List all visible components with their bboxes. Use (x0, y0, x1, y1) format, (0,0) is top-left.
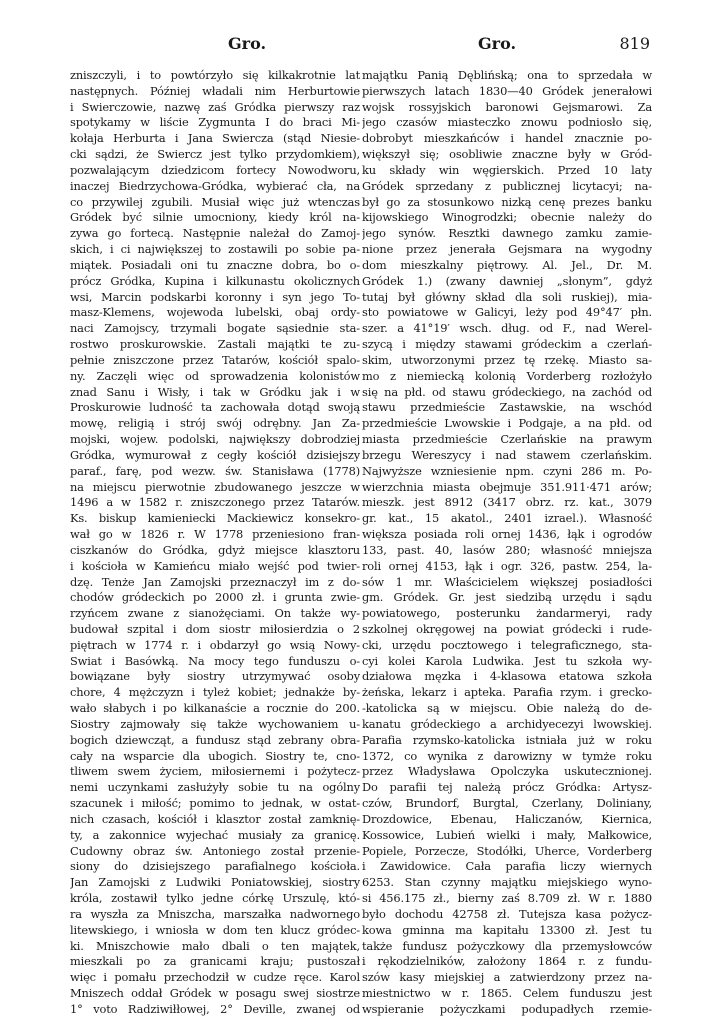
text-line: sów 1 mr. Właścicielem większej posiadłości (362, 574, 652, 589)
text-line: Parafia rzymsko-katolicka istniała już w roku (362, 732, 652, 747)
text-line: szacunek i miłość; pomimo to jednak, w ostat- (70, 796, 360, 811)
text-line: 1° voto Radziwiłłowej, 2° Deville, zwanej od (70, 1001, 360, 1016)
text-line: Drozdowice, Ebenau, Haliczanów, Kiernica, (362, 811, 652, 826)
text-line: i Zawidowice. Cała parafia liczy wiernych (362, 859, 652, 874)
text-line: Gródka, wymurował z cegły kościół dzisiejszy (70, 447, 360, 462)
text-line: dom mieszkalny piętrowy. Al. Jel., Dr. M. (362, 257, 652, 272)
text-line: działowa męzka i 4-klasowa etatowa szkoła (362, 669, 652, 684)
text-line: chore, 4 mężczyzn i tyleż kobiet; jednakże by- (70, 685, 360, 700)
text-line: piętrach w 1774 r. i obdarzył go wsią Nowy- (70, 637, 360, 652)
text-line: zniszczyli, i to powtórzyło się kilkakrotnie lat (70, 68, 360, 82)
text-line: przedmieście Lwowskie i Podgaje, a na płd. od (362, 416, 652, 431)
text-line: jego czasów miasteczko znowu podniosło się, (362, 115, 652, 130)
text-line: Cudowny obraz św. Antoniego został przenie- (70, 843, 360, 858)
text-line: i rękodzielników, założony 1864 r. z fundu- (362, 954, 652, 969)
text-line: rzyńcem zwane z sianożęciami. On także wy- (70, 606, 360, 621)
text-line: się na płd. od stawu gródeckiego, na zachód od (362, 384, 652, 399)
text-line: Do parafii tej należą prócz Gródka: Artysz- (362, 780, 652, 795)
text-line: był go za stosunkowo nizką cenę prezes banku (362, 194, 652, 209)
text-line: 1496 a w 1582 r. zniszczonego przez Tatarów. (70, 495, 360, 510)
text-line: wspieranie pożyczkami podupadłych rzemie- (362, 1001, 652, 1016)
text-line: wojsk rossyjskich baronowi Gejsmarowi. Za (362, 99, 652, 114)
text-line: przez Władysława Opolczyka uskutecznionej. (362, 764, 652, 779)
text-line: Popiele, Porzecze, Stodółki, Uherce, Vorderberg (362, 843, 652, 858)
text-line: kanatu gródeckiego a archidyecezyi lwowskiej. (362, 716, 652, 731)
text-line: brzegu Wereszycy i nad stawem czerlańskim. (362, 447, 652, 462)
text-line: było dochodu 42758 zł. Tutejsza kasa pożycz- (362, 906, 652, 921)
text-line: Jan Zamojski z Ludwiki Poniatowskiej, siostry (70, 875, 360, 890)
text-line: Proskurowie ludność ta zachowała dotąd swoją (70, 400, 360, 415)
text-line: na miejscu pierwotnie zbudowanego jeszcze w (70, 479, 360, 494)
text-line: Najwyższe wzniesienie npm. czyni 286 m. Po- (362, 463, 652, 478)
text-line: szycą i między stawami gródeckim a czerlań- (362, 337, 652, 352)
header-right-title: Gro. (478, 34, 517, 53)
text-line: tliwem swem życiem, miłosiernemi i pożytecz- (70, 764, 360, 779)
text-line: znad Sanu i Wisły, i tak w Gródku jak i w (70, 384, 360, 399)
text-line: miasta przedmieście Czerlańskie na prawym (362, 432, 652, 447)
text-line: cyi kolei Karola Ludwika. Jest tu szkoła wy- (362, 653, 652, 668)
text-line: cki sądzi, że Swiercz jest tylko przydomkiem), (70, 147, 360, 162)
text-line: wał go w 1826 r. W 1778 przeniesiono fran- (70, 527, 360, 542)
text-line: ciszkanów do Gródka, gdyż miejsce klasztoru (70, 542, 360, 557)
text-line: pierwszych latach 1830—40 Gródek jenerałowi (362, 83, 652, 98)
text-line: mieszk. jest 8912 (3417 obrz. rz. kat., 3079 (362, 495, 652, 510)
text-line: króla, zostawił tylko jedne córkę Urszulę, któ- (70, 891, 360, 906)
text-line: gm. Gródek. Gr. jest siedzibą urzędu i sądu (362, 590, 652, 605)
text-line: spotykamy w liście Zygmunta I do braci Mi- (70, 115, 360, 130)
text-line: 1372, co wynika z darowizny w tymże roku (362, 748, 652, 763)
header-left-title: Gro. (228, 34, 267, 53)
text-line: bogich dziewcząt, a fundusz stąd zebrany obra- (70, 732, 360, 747)
text-line: naci Zamojscy, trzymali bogate sąsiednie sta- (70, 321, 360, 336)
text-line: budował szpital i dom siostr miłosierdzia o 2 (70, 621, 360, 636)
page-number: 819 (619, 34, 650, 53)
text-line: ku składy win węgierskich. Przed 10 laty (362, 162, 652, 177)
text-line: Swiat i Basówką. Na mocy tego funduszu o- (70, 653, 360, 668)
text-line: miestnictwo w r. 1865. Celem funduszu jest (362, 986, 652, 1001)
text-line: 6253. Stan czynny majątku miejskiego wyno- (362, 875, 652, 890)
text-line: więc i pomału przechodził w cudze ręce. Karol (70, 970, 360, 985)
text-line: szkolnej okręgowej na powiat gródecki i rude- (362, 621, 652, 636)
text-line: -katolicka są w miejscu. Obie należą do de- (362, 701, 652, 716)
text-line: nemi uczynkami zasłużyły sobie tu na ogólny (70, 780, 360, 795)
text-line: ny. Zaczęli więc od sprowadzenia kolonistów (70, 368, 360, 383)
text-line: cki, urzędu pocztowego i telegraficznego, sta- (362, 637, 652, 652)
text-line: czów, Brundorf, Burgtal, Czerlany, Doliniany, (362, 796, 652, 811)
text-line: kijowskiego Winogrodzki; obecnie należy do (362, 210, 652, 225)
text-line: 133, past. 40, lasów 280; własność mniejsza (362, 542, 652, 557)
left-column (70, 68, 360, 1018)
text-line: Gródek sprzedany z publicznej licytacyi; na- (362, 178, 652, 193)
text-line: Kossowice, Lubień wielki i mały, Małkowice, (362, 827, 652, 842)
text-line: wierzchnia miasta obejmuje 351.911·471 arów; (362, 479, 652, 494)
text-line: co przywilej zgubili. Musiał więc już wtenczas (70, 194, 360, 209)
text-line: mieszkali po za granicami kraju; pustoszał (70, 954, 360, 969)
text-line: i Swierczowie, nazwę zaś Gródka pierwszy raz (70, 99, 360, 114)
text-line: si 456.175 zł., bierny zaś 8.709 zł. W r. 1880 (362, 891, 652, 906)
text-line: tutaj był główny skład dla soli ruskiej), mia- (362, 289, 652, 304)
text-line: kołaja Herburta i Jana Swiercza (stąd Niesie- (70, 131, 360, 146)
text-line: majątku Panią Dęblińską; ona to sprzedała w (362, 68, 652, 82)
running-header (60, 32, 660, 54)
text-line: szer. a 41°19′ wsch. dług. od F., nad Werel- (362, 321, 652, 336)
text-line: roli ornej 4153, łąk i ogr. 326, pastw. 254, la- (362, 558, 652, 573)
right-column (362, 68, 652, 1018)
text-line: mojski, wojew. podolski, największy dobrodziej (70, 432, 360, 447)
text-line: większa posiada roli ornej 1436, łąk i ogrodów (362, 527, 652, 542)
text-line: stawu przedmieście Zastawskie, na wschód (362, 400, 652, 415)
text-line: miątek. Posiadali oni tu znaczne dobra, bo o- (70, 257, 360, 272)
text-line: mo z niemiecką kolonią Vorderberg rozłożyło (362, 368, 652, 383)
text-line: pełnie zniszczone przez Tatarów, kościół spalo- (70, 352, 360, 367)
text-line: pozwalającym dziedzicom fortecy Nowodworu, (70, 162, 360, 177)
text-line: Gródek być silnie umocniony, kiedy król na- (70, 210, 360, 225)
text-line: kowa gminna ma kapitału 13300 zł. Jest tu (362, 922, 652, 937)
text-line: następnych. Później władali nim Herburtowie (70, 83, 360, 98)
text-line: inaczej Biedrzychowa-Gródka, wybierać cła, na (70, 178, 360, 193)
text-line: szów kasy miejskiej a zatwierdzony przez na- (362, 970, 652, 985)
text-line: masz-Klemens, wojewoda lubelski, obaj ordy- (70, 305, 360, 320)
text-line: mowę, religią i strój swój odrębny. Jan Za- (70, 416, 360, 431)
text-line: siony do dzisiejszego parafialnego kościoła. (70, 859, 360, 874)
text-line: i kościoła w Kamieńcu miało wejść pod twier- (70, 558, 360, 573)
text-line: skich, i ci największej to zostawili po sobie pa- (70, 242, 360, 257)
text-line: wsi, Marcin podskarbi koronny i syn jego To- (70, 289, 360, 304)
text-line: paraf., farę, pod wezw. św. Stanisława (1778) (70, 463, 360, 478)
text-line: rostwo proskurowskie. Zastali majątki te zu- (70, 337, 360, 352)
text-line: zywa go fortecą. Następnie należał do Zamoj- (70, 226, 360, 241)
text-line: Mniszech oddał Gródek w posagu swej siostrze (70, 986, 360, 1001)
text-line: ki. Mniszchowie mało dbali o ten majątek, (70, 938, 360, 953)
text-line: nich czasach, kościół i klasztor został zamknię- (70, 811, 360, 826)
text-line: skim, utworzonymi przez tę rzekę. Miasto sa- (362, 352, 652, 367)
text-line: gr. kat., 15 akatol., 2401 izrael.). Własność (362, 511, 652, 526)
text-line: ty, a zakonnice wyjechać musiały za granicę. (70, 827, 360, 842)
text-line: litewskiego, i wniosła w dom ten klucz gródec- (70, 922, 360, 937)
text-line: większył się; osobliwie znaczne były w Gród- (362, 147, 652, 162)
text-line: wało słabych i po kilkanaście a rocznie do 200. (70, 701, 360, 716)
text-line: jego synów. Resztki dawnego zamku zamie- (362, 226, 652, 241)
text-line: Siostry zajmowały się także wychowaniem u- (70, 716, 360, 731)
text-line: prócz Gródka, Kupina i kilkunastu okolicznych (70, 273, 360, 288)
text-line: ra wyszła za Mniszcha, marszałka nadwornego (70, 906, 360, 921)
text-line: Ks. biskup kamieniecki Mackiewicz konsekro- (70, 511, 360, 526)
text-line: dzę. Tenże Jan Zamojski przeznaczył im z do- (70, 574, 360, 589)
text-line: sto powiatowe w Galicyi, leży pod 49°47′ płn. (362, 305, 652, 320)
text-line: chodów gródeckich po 2000 zł. i grunta zwie- (70, 590, 360, 605)
text-line: także fundusz pożyczkowy dla przemysłowców (362, 938, 652, 953)
text-line: żeńska, lekarz i apteka. Parafia rzym. i grecko- (362, 685, 652, 700)
text-line: Gródek 1.) (zwany dawniej „słonym”, gdyż (362, 273, 652, 288)
text-line: powiatowego, posterunku żandarmeryi, rady (362, 606, 652, 621)
text-line: nione przez jenerała Gejsmara na wygodny (362, 242, 652, 257)
text-line: bowiązane były siostry utrzymywać osoby (70, 669, 360, 684)
text-line: cały na wsparcie dla ubogich. Siostry te, cno- (70, 748, 360, 763)
text-line: dobrobyt mieszkańców i handel znacznie po- (362, 131, 652, 146)
